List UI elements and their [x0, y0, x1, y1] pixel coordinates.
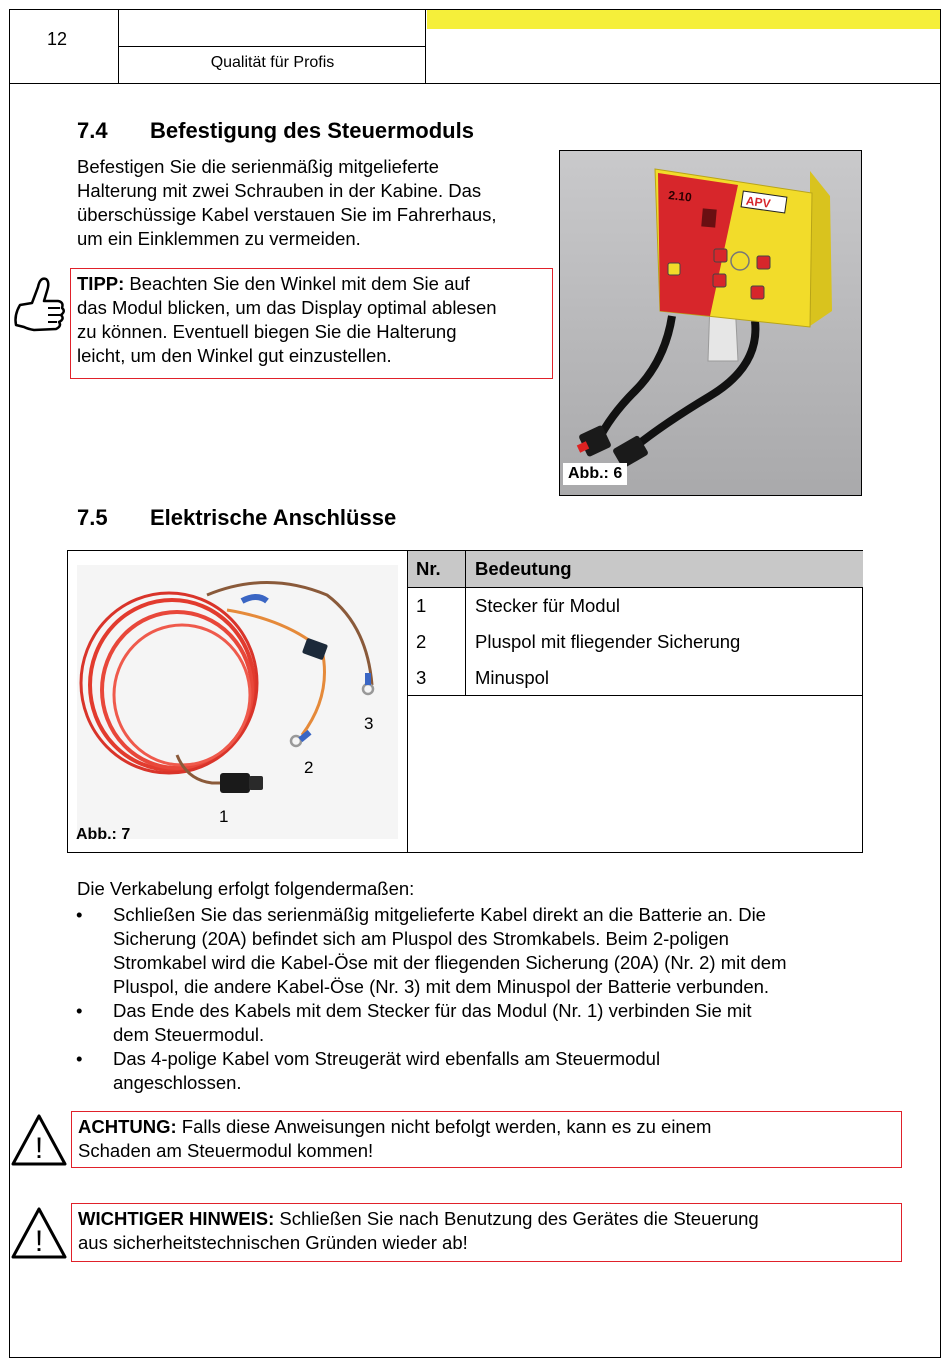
- list-item-line: Das 4-polige Kabel vom Streugerät wird ebenfalls am Steuermodul: [113, 1048, 661, 1069]
- section-number: 7.5: [77, 505, 108, 530]
- warning-line: Falls diese Anweisungen nicht befolgt werden, kann es zu einem: [176, 1116, 712, 1137]
- table-bottom-rule: [408, 695, 863, 696]
- section-number: 7.4: [77, 118, 108, 143]
- tip-box: [70, 268, 553, 379]
- tip-line: zu können. Eventuell biegen Sie die Halterung: [77, 321, 457, 342]
- header-divider: [118, 46, 426, 47]
- header-subtitle: Qualität für Profis: [210, 54, 335, 71]
- warning-triangle-icon: [10, 1206, 68, 1260]
- warning-text: [78, 1115, 711, 1163]
- list-item-line: dem Steuermodul.: [113, 1024, 265, 1045]
- tip-line: das Modul blicken, um das Display optimal ablesen: [77, 297, 497, 318]
- bullet-symbol: •: [76, 1000, 83, 1021]
- paragraph-line: Halterung mit zwei Schrauben in der Kabine. Das: [77, 180, 482, 201]
- important-notice-box: [71, 1203, 902, 1262]
- warning-exclamation: !: [34, 1132, 44, 1165]
- table-divider: [407, 551, 408, 852]
- list-item: [76, 999, 876, 1047]
- tip-text: [77, 272, 497, 368]
- table-cell-nr: 1: [416, 595, 427, 616]
- figure-6-caption: Abb.: 6: [563, 463, 627, 485]
- list-item-line: angeschlossen.: [113, 1072, 242, 1093]
- notice-label: WICHTIGER HINWEIS:: [78, 1208, 275, 1229]
- notice-exclamation: !: [34, 1225, 44, 1258]
- table-cell-meaning: Stecker für Modul: [475, 595, 620, 616]
- table-cell-meaning: Pluspol mit fliegender Sicherung: [475, 631, 741, 652]
- wiring-intro: Die Verkabelung erfolgt folgendermaßen:: [77, 878, 415, 899]
- figure-7-caption: Abb.: 7: [76, 826, 131, 843]
- cable-photo: [77, 565, 398, 839]
- connections-table: [67, 550, 863, 853]
- header-bottom-rule: [9, 83, 941, 84]
- list-item: [76, 903, 876, 999]
- wiring-steps-list: [76, 903, 876, 1095]
- tip-label: TIPP:: [77, 273, 125, 294]
- table-cell-nr: 3: [416, 667, 427, 688]
- table-header-nr: Nr.: [416, 558, 441, 579]
- list-item-line: Sicherung (20A) befindet sich am Pluspol des Stromkabels. Beim 2-poligen: [113, 928, 729, 949]
- notice-text: [78, 1207, 759, 1255]
- tip-line: leicht, um den Winkel gut einzustellen.: [77, 345, 392, 366]
- control-module-illustration: [560, 151, 862, 496]
- warning-box: [71, 1111, 902, 1168]
- figure-marker-1: 1: [219, 807, 229, 826]
- list-item: [76, 1047, 876, 1095]
- module-display-label: 2.10: [667, 188, 693, 205]
- warning-triangle-icon: [10, 1113, 68, 1167]
- list-item-line: Schließen Sie das serienmäßig mitgelieferte Kabel direkt an die Batterie an. Die: [113, 904, 766, 925]
- tip-line: Beachten Sie den Winkel mit dem Sie auf: [124, 273, 470, 294]
- table-header-meaning: Bedeutung: [475, 558, 572, 579]
- mounting-paragraph: [77, 155, 497, 251]
- paragraph-line: Befestigen Sie die serienmäßig mitgelieferte: [77, 156, 439, 177]
- bullet-symbol: •: [76, 904, 83, 925]
- figure-marker-2: 2: [304, 758, 314, 777]
- list-item-line: Stromkabel wird die Kabel-Öse mit der fliegenden Sicherung (20A) (Nr. 2) mit dem: [113, 952, 787, 973]
- thumbs-up-icon: [12, 273, 68, 339]
- cable-illustration: [77, 565, 398, 839]
- list-item-line: Pluspol, die andere Kabel-Öse (Nr. 3) mit dem Minuspol der Batterie verbunden.: [113, 976, 770, 997]
- bullet-symbol: •: [76, 1048, 83, 1069]
- control-module-photo: [559, 150, 862, 496]
- list-item-line: Das Ende des Kabels mit dem Stecker für das Modul (Nr. 1) verbinden Sie mit: [113, 1000, 752, 1021]
- notice-line: Schließen Sie nach Benutzung des Gerätes die Steuerung: [274, 1208, 759, 1229]
- warning-line: Schaden am Steuermodul kommen!: [78, 1140, 374, 1161]
- figure-marker-3: 3: [364, 714, 374, 733]
- page-number: 12: [47, 29, 68, 49]
- notice-line: aus sicherheitstechnischen Gründen wieder ab!: [78, 1232, 468, 1253]
- table-column-divider: [465, 551, 466, 695]
- section-title: Befestigung des Steuermoduls: [150, 118, 474, 143]
- table-cell-nr: 2: [416, 631, 427, 652]
- table-cell-meaning: Minuspol: [475, 667, 550, 688]
- module-logo: APV: [745, 193, 772, 211]
- warning-label: ACHTUNG:: [78, 1116, 177, 1137]
- paragraph-line: um ein Einklemmen zu vermeiden.: [77, 228, 361, 249]
- paragraph-line: überschüssige Kabel verstauen Sie im Fahrerhaus,: [77, 204, 497, 225]
- header-accent-bar: [427, 10, 940, 29]
- section-title: Elektrische Anschlüsse: [150, 505, 397, 530]
